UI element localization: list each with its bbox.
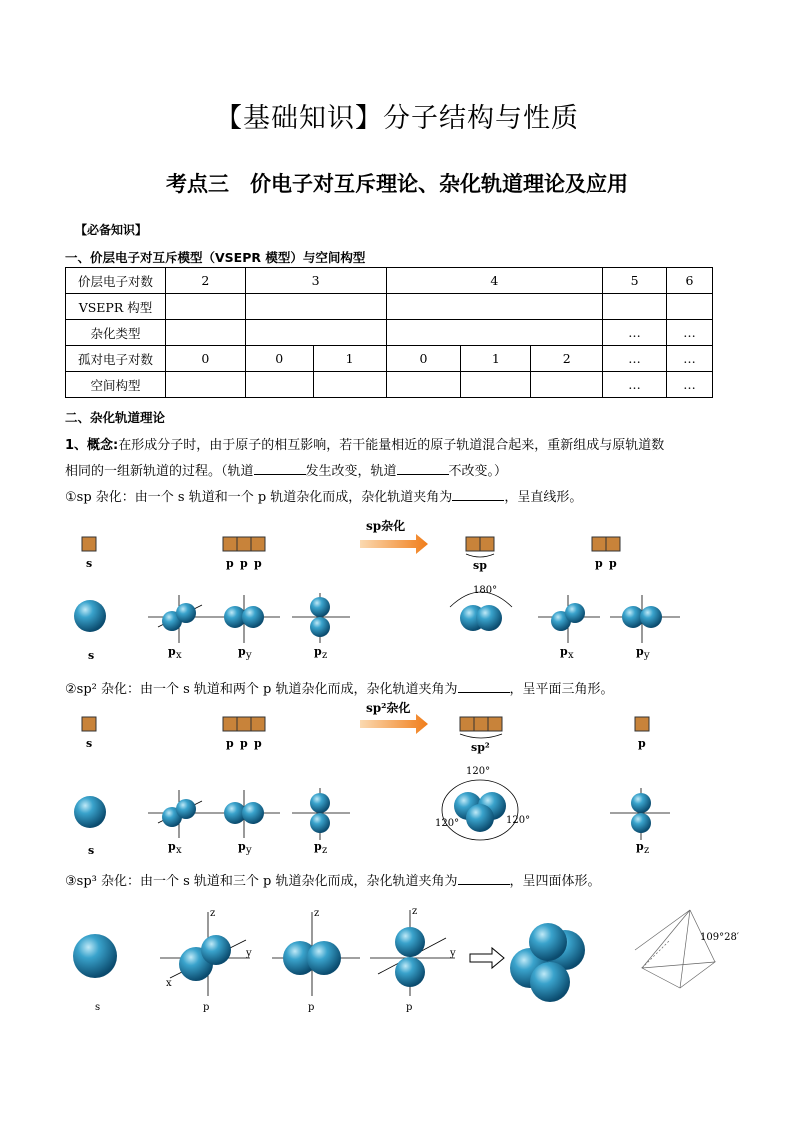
- arrow-label: sp杂化: [366, 519, 406, 533]
- s-orbital-box: [82, 537, 96, 551]
- blank-line: [458, 679, 510, 693]
- sp2-hybrid-orbital-icon: [442, 780, 518, 840]
- s-label: s: [95, 1002, 101, 1013]
- axis-label: z: [314, 908, 320, 919]
- angle-120-label: 120°: [466, 766, 491, 777]
- table-row: [66, 294, 713, 320]
- table-cell: 0: [165, 346, 245, 372]
- table-row: [66, 372, 713, 398]
- sp-orbital-box: [466, 537, 480, 551]
- concept-paragraph: [65, 434, 735, 453]
- py-sub: y: [246, 650, 252, 661]
- axis-label: y: [450, 948, 456, 959]
- table-cell: 5: [603, 268, 667, 294]
- sp-text-a: ①sp 杂化：由一个 s 轨道和一个 p 轨道杂化而成，杂化轨道夹角为: [65, 490, 453, 505]
- table-cell: …: [667, 320, 713, 346]
- px-orbital-icon: [160, 912, 250, 996]
- sp2-text: [65, 678, 614, 697]
- table-cell: 1: [461, 346, 531, 372]
- sp-label: sp: [473, 559, 487, 572]
- px-label: p: [560, 645, 568, 658]
- p-label: p: [240, 737, 248, 750]
- arrow-label: sp²杂化: [366, 701, 411, 715]
- px-label: p: [168, 840, 176, 853]
- sp2-text-a: ②sp² 杂化：由一个 s 轨道和两个 p 轨道杂化而成，杂化轨道夹角为: [65, 682, 458, 697]
- arrow-icon: [470, 948, 504, 968]
- page-subtitle: 考点三 价电子对互斥理论、杂化轨道理论及应用: [166, 172, 628, 196]
- s-label: s: [88, 649, 95, 662]
- concept-text-b2: 发生改变，轨道: [305, 464, 397, 479]
- blank-line: [397, 461, 449, 475]
- s-label: s: [86, 557, 93, 570]
- vsepr-table: [65, 267, 713, 398]
- axis-label: z: [412, 906, 418, 917]
- sp2-text-b: ，呈平面三角形。: [509, 682, 614, 697]
- sp3-text-a: ③sp³ 杂化：由一个 s 轨道和三个 p 轨道杂化而成，杂化轨道夹角为: [65, 874, 458, 889]
- table-cell: …: [667, 372, 713, 398]
- blank-line: [452, 487, 504, 501]
- table-cell: [603, 294, 667, 320]
- sp-orbital-box: [480, 537, 494, 551]
- sp-hybridization-diagram: [60, 515, 740, 665]
- pz-label: p: [636, 840, 644, 853]
- py-label: p: [308, 1002, 315, 1013]
- section2-title: 二、杂化轨道理论: [65, 410, 166, 425]
- py-orbital-icon: [210, 790, 280, 838]
- pz-label: p: [314, 840, 322, 853]
- p-label: p: [595, 557, 603, 570]
- pz-label: p: [314, 645, 322, 658]
- table-cell: …: [667, 346, 713, 372]
- table-cell: 0: [386, 346, 461, 372]
- concept-label: 1、概念:: [65, 438, 119, 453]
- px-sub: x: [176, 845, 182, 856]
- px-orbital-icon: [538, 595, 600, 643]
- p-label: p: [226, 737, 234, 750]
- pz-orbital-icon: [292, 593, 350, 643]
- table-cell: [165, 372, 245, 398]
- table-row: [66, 346, 713, 372]
- p-orbital-boxes: [223, 537, 265, 551]
- tetrahedron-diagram: [635, 910, 715, 988]
- row-header: 杂化类型: [66, 320, 166, 346]
- blank-line: [254, 461, 306, 475]
- sp3-hybridization-diagram: [60, 900, 740, 1025]
- table-cell: [245, 372, 313, 398]
- table-cell: [531, 372, 603, 398]
- s-label: s: [86, 737, 93, 750]
- blank-line: [458, 871, 510, 885]
- angle-120-label: 120°: [506, 815, 531, 826]
- py-label: p: [636, 645, 644, 658]
- table-cell: [461, 372, 531, 398]
- sp3-text: [65, 870, 601, 889]
- table-cell: [667, 294, 713, 320]
- table-cell: 0: [245, 346, 313, 372]
- table-cell: 2: [165, 268, 245, 294]
- table-cell: [165, 294, 245, 320]
- py-sub: y: [644, 650, 650, 661]
- px-label: p: [203, 1002, 210, 1013]
- p-label: p: [254, 557, 262, 570]
- py-label: p: [238, 645, 246, 658]
- table-cell: 3: [245, 268, 386, 294]
- table-cell: [386, 372, 461, 398]
- p-label: p: [254, 737, 262, 750]
- table-cell: 1: [313, 346, 386, 372]
- sp-text: [65, 486, 582, 505]
- concept-line2: [65, 460, 507, 479]
- axis-label: x: [166, 978, 172, 989]
- p-label: p: [240, 557, 248, 570]
- page-title: 【基础知识】分子结构与性质: [215, 103, 579, 134]
- s-label: s: [88, 844, 95, 857]
- section1-title: 一、价层电子对互斥模型（VSEPR 模型）与空间构型: [65, 250, 366, 265]
- angle-180-label: 180°: [473, 585, 498, 596]
- arrow-icon: [360, 534, 428, 554]
- table-cell: 6: [667, 268, 713, 294]
- py-orbital-icon: [210, 595, 280, 643]
- sp3-text-b: ，呈四面体形。: [509, 874, 601, 889]
- px-sub: x: [176, 650, 182, 661]
- px-label: p: [168, 645, 176, 658]
- concept-text-b3: 不改变。）: [448, 464, 508, 479]
- pz-sub: z: [644, 845, 650, 856]
- concept-text-b1: 相同的一组新轨道的过程。（轨道: [65, 464, 254, 479]
- section-required-label: 【必备知识】: [75, 223, 148, 237]
- pz-orbital-icon: [370, 910, 455, 996]
- table-cell: 4: [386, 268, 603, 294]
- py-orbital-icon: [610, 595, 680, 643]
- s-orbital-sphere: [74, 600, 106, 632]
- table-row: [66, 320, 713, 346]
- table-cell: [386, 294, 603, 320]
- py-sub: y: [246, 845, 252, 856]
- px-orbital-icon: [148, 790, 210, 838]
- arrow-icon: [360, 714, 428, 734]
- row-header: VSEPR 构型: [66, 294, 166, 320]
- px-orbital-icon: [148, 595, 210, 643]
- p-label: p: [638, 737, 646, 750]
- concept-text-a: 在形成分子时，由于原子的相互影响，若干能量相近的原子轨道混合起来，重新组成与原轨道数: [118, 438, 665, 453]
- table-cell: [245, 294, 386, 320]
- pz-sub: z: [322, 650, 328, 661]
- sp-text-b: ，呈直线形。: [504, 490, 583, 505]
- pz-sub: z: [322, 845, 328, 856]
- row-header: 孤对电子对数: [66, 346, 166, 372]
- row-header: 空间构型: [66, 372, 166, 398]
- axis-label: z: [210, 908, 216, 919]
- sp2-hybridization-diagram: [60, 700, 740, 860]
- p-label: p: [226, 557, 234, 570]
- row-header: 价层电子对数: [66, 268, 166, 294]
- table-cell: 2: [531, 346, 603, 372]
- s-orbital-sphere: [73, 934, 117, 978]
- sp3-hybrid-orbital-icon: [510, 923, 585, 1002]
- sp2-label: sp²: [471, 741, 490, 754]
- table-cell: …: [603, 346, 667, 372]
- py-orbital-icon: [272, 912, 360, 996]
- table-cell: …: [603, 320, 667, 346]
- table-cell: …: [603, 372, 667, 398]
- table-cell: [313, 372, 386, 398]
- pz-orbital-icon: [610, 788, 670, 840]
- px-sub: x: [568, 650, 574, 661]
- pz-label: p: [406, 1002, 413, 1013]
- table-cell: [245, 320, 386, 346]
- py-label: p: [238, 840, 246, 853]
- sp-hybrid-orbital-icon: [450, 592, 512, 631]
- table-cell: [386, 320, 603, 346]
- table-row: [66, 268, 713, 294]
- pz-orbital-icon: [292, 788, 350, 840]
- angle-109-label: 109°28′: [700, 932, 740, 943]
- table-cell: [165, 320, 245, 346]
- p-label: p: [609, 557, 617, 570]
- angle-120-label: 120°: [435, 818, 460, 829]
- axis-label: y: [246, 948, 252, 959]
